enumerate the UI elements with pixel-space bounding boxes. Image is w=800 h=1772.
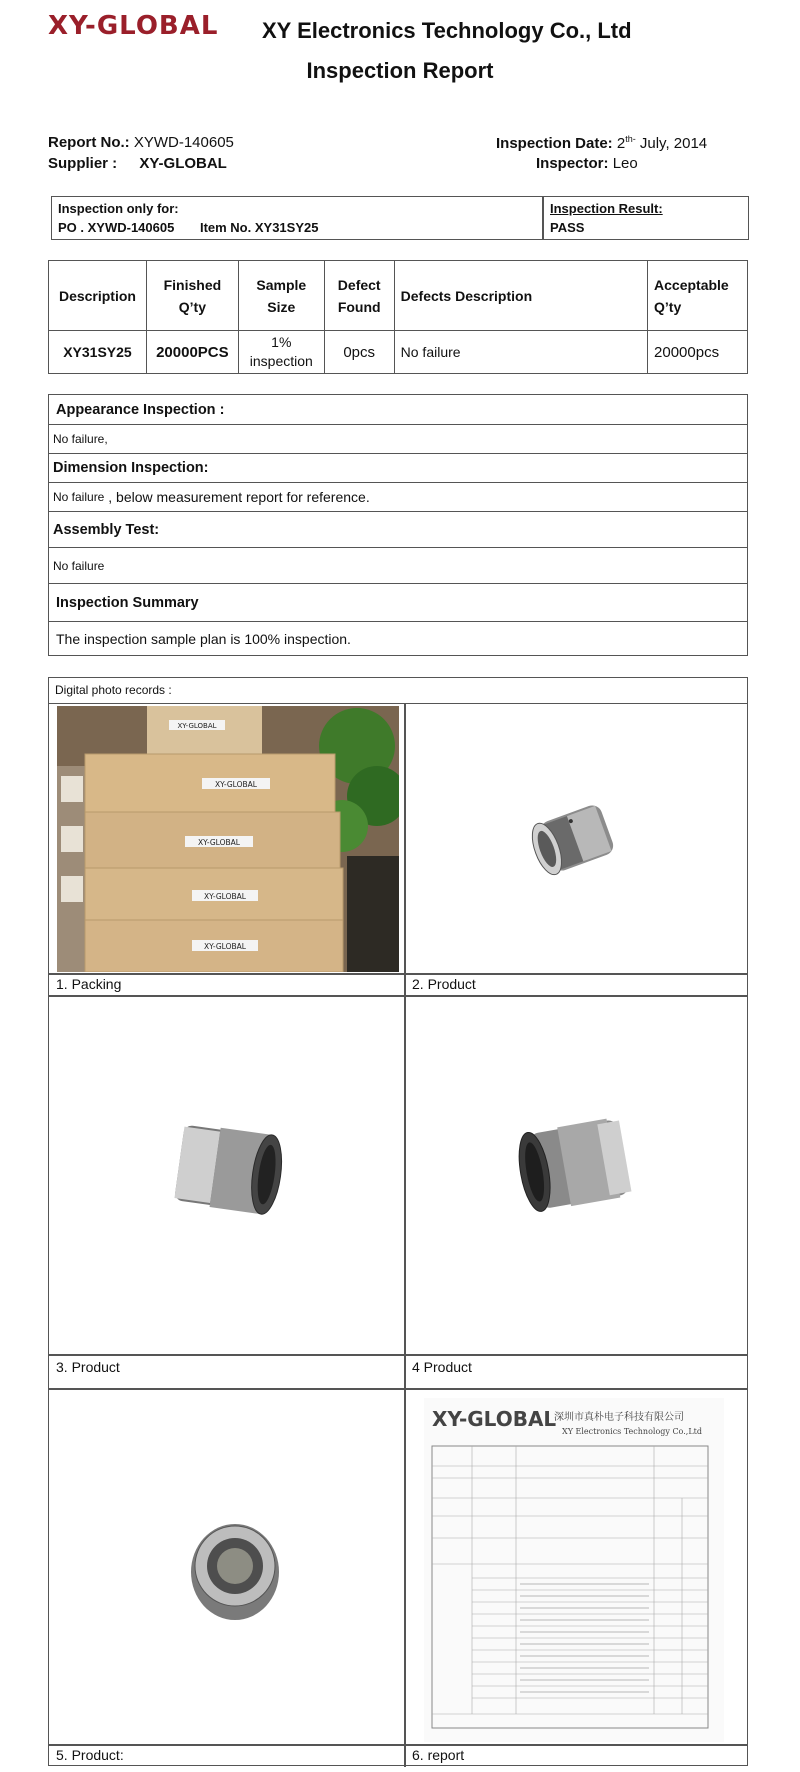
metal-fitting-image <box>51 997 403 1353</box>
cell-description: XY31SY25 <box>49 331 147 374</box>
metal-fitting-image <box>406 706 748 972</box>
product-photo-2 <box>406 706 748 972</box>
inspector <box>536 155 638 172</box>
box-label: XY-GLOBAL <box>177 722 217 730</box>
summary-heading: Inspection Summary <box>49 584 747 622</box>
inspection-result-cell <box>544 197 750 239</box>
supplier <box>48 155 227 172</box>
col-sample-size: Sample Size <box>238 261 324 331</box>
packing-boxes-image <box>57 706 399 972</box>
assembly-heading: Assembly Test: <box>49 512 747 548</box>
company-name: XY Electronics Technology Co., Ltd <box>262 18 632 43</box>
box-label: XY-GLOBAL <box>204 942 246 951</box>
col-defect-found: Defect Found <box>324 261 394 331</box>
assembly-value: No failure <box>49 548 747 584</box>
photo-caption: 1. Packing <box>56 976 122 992</box>
report-scan-image <box>424 1398 724 1742</box>
item-number: Item No. XY31SY25 <box>199 220 319 235</box>
photo-records <box>48 677 748 1766</box>
box-label: XY-GLOBAL <box>204 892 246 901</box>
inspector-value: Leo <box>612 155 638 172</box>
report-scan-photo <box>424 1398 724 1742</box>
inspection-date <box>496 134 707 152</box>
inspection-result-label: Inspection Result: <box>550 201 663 216</box>
logo-text: XY-GLOBAL <box>48 11 219 41</box>
report-scan-logo: XY-GLOBAL <box>432 1407 557 1431</box>
inspection-for-box <box>51 196 749 240</box>
report-scan-company-en: XY Electronics Technology Co.,Ltd <box>562 1427 702 1436</box>
inspection-date-label: Inspection Date: <box>496 135 613 152</box>
page-title: Inspection Report <box>306 58 494 83</box>
dimension-value <box>49 483 747 512</box>
sample-table-header-row <box>49 261 748 331</box>
photo-grid-line <box>49 1744 747 1746</box>
inspection-date-day: 2 <box>616 135 626 152</box>
cell-sample-size: 1% inspection <box>238 331 324 374</box>
po-number: PO . XYWD-140605 <box>58 220 175 235</box>
inspection-for-cell <box>52 197 542 239</box>
cell-finished-qty: 20000PCS <box>146 331 238 374</box>
photo-caption: 3. Product <box>56 1359 120 1375</box>
report-no <box>48 134 234 151</box>
photo-records-heading: Digital photo records : <box>49 678 747 704</box>
sample-table-row <box>49 331 748 374</box>
appearance-heading: Appearance Inspection : <box>49 395 747 425</box>
product-photo-4 <box>406 997 748 1353</box>
sample-table <box>48 260 748 374</box>
box-label: XY-GLOBAL <box>215 780 257 789</box>
cell-defects-description: No failure <box>394 331 647 374</box>
cell-defect-found: 0pcs <box>324 331 394 374</box>
inspection-for-label: Inspection only for: <box>58 201 179 216</box>
photo-grid-line <box>49 1354 747 1356</box>
summary-value: The inspection sample plan is 100% inspection. <box>56 630 351 647</box>
report-no-label: Report No.: <box>48 134 130 151</box>
appearance-value: No failure, <box>49 425 747 454</box>
inspection-date-rest: July, 2014 <box>635 135 708 152</box>
cell-acceptable-qty: 20000pcs <box>648 331 748 374</box>
product-photo-5 <box>51 1390 403 1743</box>
photo-caption: 4 Product <box>412 1359 472 1375</box>
metal-fitting-image <box>406 997 748 1353</box>
metal-fitting-image <box>51 1390 403 1743</box>
col-finished-qty: Finished Q’ty <box>146 261 238 331</box>
company-logo <box>48 8 248 44</box>
report-no-value: XYWD-140605 <box>133 134 234 151</box>
product-photo-3 <box>51 997 403 1353</box>
inspection-date-suffix: th- <box>625 134 636 144</box>
supplier-label: Supplier : <box>48 155 118 172</box>
inspection-result-value: PASS <box>550 220 585 235</box>
packing-photo <box>57 706 399 972</box>
dimension-value-a: No failure <box>53 490 105 504</box>
report-scan-company-cn: 深圳市真朴电子科技有限公司 <box>554 1412 684 1423</box>
photo-grid-line <box>49 973 747 975</box>
col-description: Description <box>49 261 147 331</box>
dimension-heading: Dimension Inspection: <box>49 454 747 483</box>
photo-caption: 2. Product <box>412 976 476 992</box>
report-header <box>48 8 768 48</box>
col-acceptable-qty: Acceptable Q’ty <box>648 261 748 331</box>
inspector-label: Inspector: <box>536 155 609 172</box>
supplier-value: XY-GLOBAL <box>139 155 227 172</box>
inspection-sections <box>48 394 748 656</box>
photo-caption: 6. report <box>412 1747 465 1763</box>
photo-caption: 5. Product: <box>56 1747 124 1763</box>
dimension-value-b: , below measurement report for reference. <box>104 489 370 505</box>
col-defects-description: Defects Description <box>394 261 647 331</box>
box-label: XY-GLOBAL <box>198 838 240 847</box>
